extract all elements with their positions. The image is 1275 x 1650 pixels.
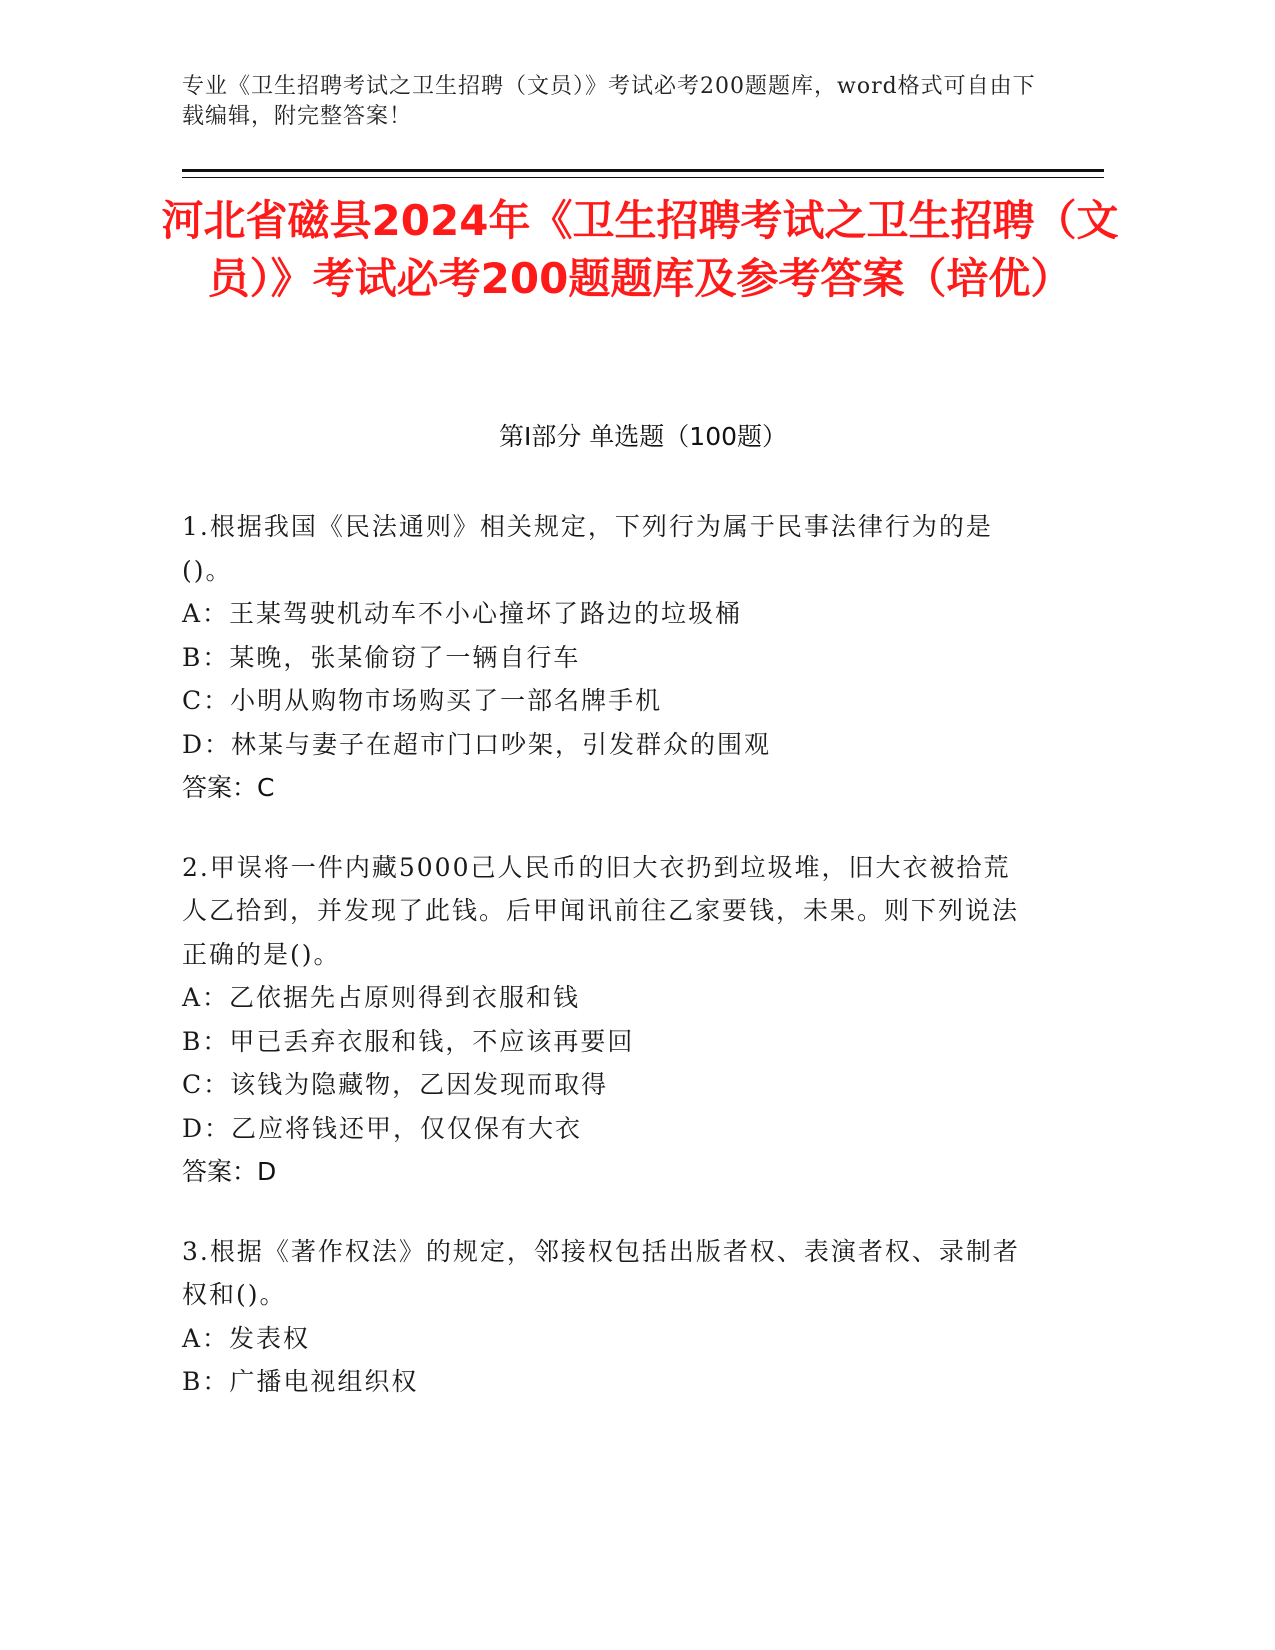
option-a: A：王某驾驶机动车不小心撞坏了路边的垃圾桶 [182,599,743,628]
question-list [182,505,1032,1440]
option-b: B：某晚，张某偷窃了一辆自行车 [182,642,581,672]
question-stem: 2.甲误将一件内藏5000己人民币的旧大衣扔到垃圾堆，旧大衣被拾荒人乙拾到，并发现了此钱。后甲闻讯前往乙家要钱，未果。则下列说法正确的是()。 [182,852,1020,969]
option-d: D：林某与妻子在超市门口吵架，引发群众的围观 [182,729,772,759]
answer-line: 答案：D [182,1157,277,1186]
question-2 [182,846,1032,1194]
question-1 [182,505,1032,810]
question-stem: 1.根据我国《民法通则》相关规定，下列行为属于民事法律行为的是()。 [182,512,993,585]
document-title: 河北省磁县2024年《卫生招聘考试之卫生招聘（文员）》考试必考200题题库及参考答案（培优） [161,196,1119,303]
question-3 [182,1230,1032,1404]
option-a: A：乙依据先占原则得到衣服和钱 [182,983,581,1012]
option-b: B：甲已丢弃衣服和钱，不应该再要回 [182,1026,635,1056]
section-heading: 第Ⅰ部分 单选题（100题） [498,422,788,451]
option-c: C：小明从购物市场购买了一部名牌手机 [182,686,663,715]
header-divider-thick [182,169,1104,172]
option-a: A：发表权 [182,1323,311,1353]
question-stem: 3.根据《著作权法》的规定，邻接权包括出版者权、表演者权、录制者权和()。 [182,1236,1020,1309]
option-c: C：该钱为隐藏物，乙因发现而取得 [182,1070,609,1099]
header-divider-thin [182,177,1104,178]
header-note: 专业《卫生招聘考试之卫生招聘（文员）》考试必考200题题库，word格式可自由下载编辑，附完整答案！ [182,74,1036,129]
option-d: D：乙应将钱还甲，仅仅保有大衣 [182,1113,583,1143]
option-b: B：广播电视组织权 [182,1367,419,1396]
answer-line: 答案：C [182,773,275,802]
